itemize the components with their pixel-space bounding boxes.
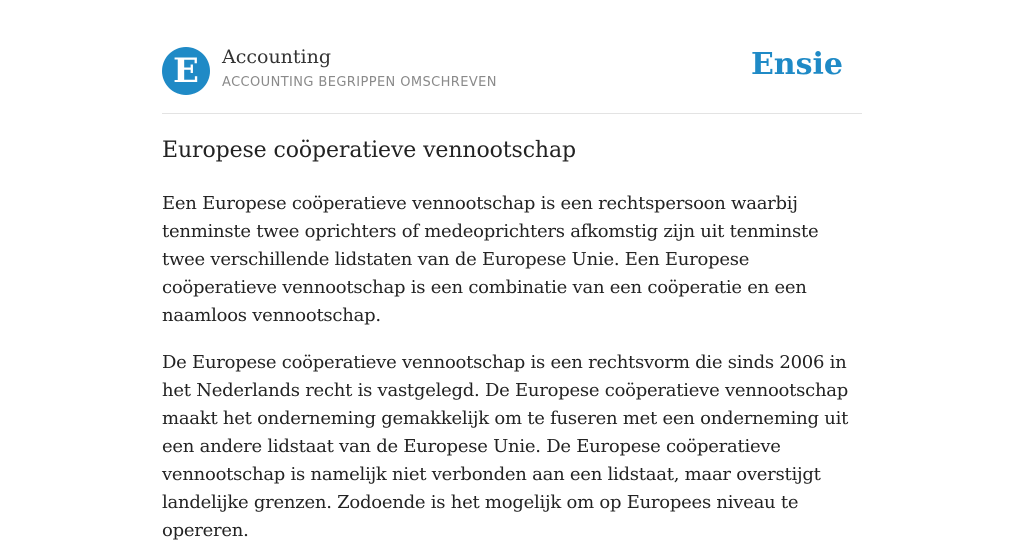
site-title-link[interactable]: Accounting: [222, 46, 332, 68]
site-subtitle: ACCOUNTING BEGRIPPEN OMSCHREVEN: [222, 75, 497, 90]
logo-letter: E: [173, 51, 199, 91]
ensie-brand-link[interactable]: Ensie: [750, 47, 843, 82]
article-paragraph-2: De Europese coöperatieve vennootschap is een rechtsvorm die sinds 2006 in het Nederlands recht is vastgelegd. De Europese coöperatieve vennootschap maakt het onderneming gemakkelijk om te fuseren met een onderneming uit een andere lidstaat van de Europese Unie. De Europese coöperatieve vennootschap is namelijk niet verbonden aan een lidstaat, maar overstijgt landelijke grenzen. Zodoende is het mogelijk om op Europees niveau te opereren.: [162, 352, 849, 541]
article-title: Europese coöperatieve vennootschap: [162, 138, 576, 163]
article-paragraph-1: Een Europese coöperatieve vennootschap is een rechtspersoon waarbij tenminste twee oprichters of medeoprichters afkomstig zijn uit tenminste twee verschillende lidstaten van de Europese Unie. Een Europese coöperatieve vennootschap is een combinatie van een coöperatie en een naamloos vennootschap.: [162, 193, 819, 326]
site-header: [162, 0, 862, 114]
page-container: [162, 0, 862, 541]
site-logo-icon[interactable]: [162, 47, 210, 95]
